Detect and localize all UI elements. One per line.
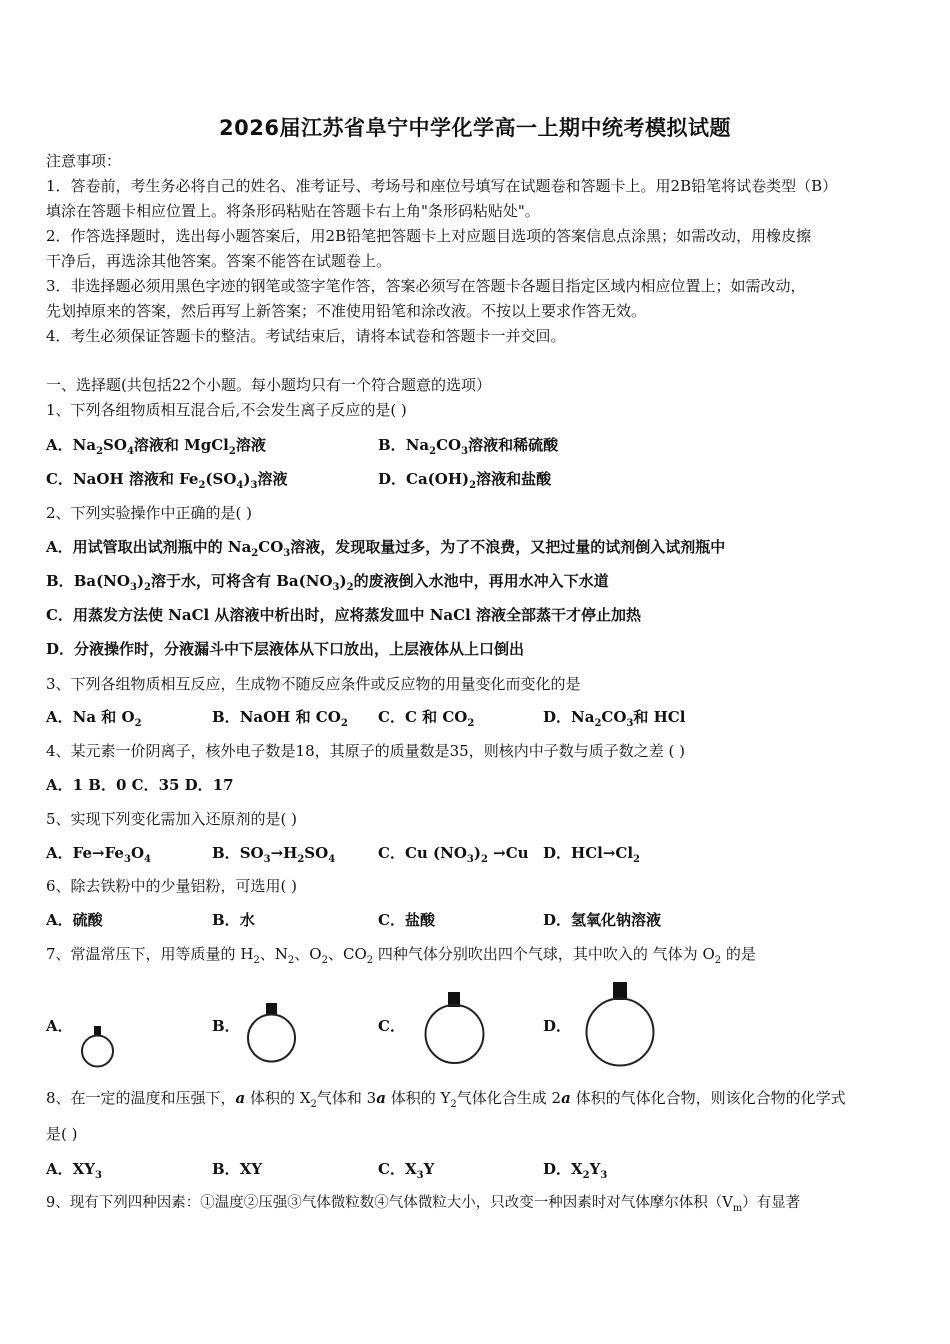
balloon-d-label: D． xyxy=(543,1017,572,1035)
question-2-option-b: B．$Ba(NO_3)_2$溶于水，可将含有 $Ba(NO_3)_2$的废液倒入水池中，再用水冲入下水道 xyxy=(46,572,609,593)
question-3-option-d: D．$Na_2CO_3$和 HCl xyxy=(543,708,686,729)
notice-line-7: 4．考生必须保证答题卡的整洁。考试结束后，请将本试卷和答题卡一并交回。 xyxy=(46,327,566,345)
question-3-option-b: B．NaOH 和 $CO_2$ xyxy=(212,708,348,729)
question-3-option-c: C．C 和 $CO_2$ xyxy=(378,708,475,729)
question-6-option-b: B．水 xyxy=(212,911,255,929)
question-5-option-d: D．$HCl\to Cl_2$ xyxy=(543,844,640,865)
notice-line-4: 干净后，再选涂其他答案。答案不能答在试题卷上。 xyxy=(46,252,392,270)
question-4-options: A．1 B．0 C．35 D．17 xyxy=(46,776,234,794)
section-heading: 一、选择题(共包括22个小题。每小题均只有一个符合题意的选项） xyxy=(46,376,491,394)
balloon-a-knot xyxy=(94,1026,101,1035)
question-2-option-c: C．用蒸发方法使 NaCl 从溶液中析出时，应将蒸发皿中 NaCl 溶液全部蒸干才停止加热 xyxy=(46,606,641,624)
question-3-stem: 3、下列各组物质相互反应，生成物不随反应条件或反应物的用量变化而变化的是 xyxy=(46,675,581,693)
question-4-stem: 4、某元素一价阴离子，核外电子数是18，其原子的质量数是35，则核内中子数与质子数之差 ( ) xyxy=(46,742,685,760)
question-8-option-d: D．$X_2Y_3$ xyxy=(543,1160,608,1181)
question-1-option-c: C．NaOH 溶液和 $Fe_2(SO_4)_3$溶液 xyxy=(46,470,288,491)
question-6-option-a: A．硫酸 xyxy=(46,911,103,929)
question-8-option-b: B．XY xyxy=(212,1160,263,1178)
notice-heading: 注意事项： xyxy=(46,152,122,170)
question-2-option-a: A．用试管取出试剂瓶中的 $Na_2CO_3$溶液，发现取量过多，为了不浪费，又把过量的试剂倒入试剂瓶中 xyxy=(46,538,726,559)
balloon-a-circle xyxy=(82,1036,113,1067)
balloon-a-illustration xyxy=(78,1024,118,1070)
question-1-option-a: A．$Na_2SO_4$溶液和 MgCl$_2$溶液 xyxy=(46,436,266,457)
question-5-stem: 5、实现下列变化需加入还原剂的是( ) xyxy=(46,810,298,828)
notice-line-6: 先划掉原来的答案，然后再写上新答案；不准使用铅笔和涂改液。不按以上要求作答无效。 xyxy=(46,302,647,320)
balloon-b-label: B． xyxy=(212,1017,240,1035)
question-1-stem: 1、下列各组物质相互混合后,不会发生离子反应的是( ) xyxy=(46,401,407,419)
question-6-option-c: C．盐酸 xyxy=(378,911,435,929)
notice-line-2: 填涂在答题卡相应位置上。将条形码粘贴在答题卡右上角"条形码粘贴处"。 xyxy=(46,202,540,220)
question-9-stem: 9、现有下列四种因素：①温度②压强③气体微粒数④气体微粒大小，只改变一种因素时对气体摩尔体积$(V_m)$有显著 xyxy=(46,1195,801,1214)
notice-line-1: 1．答卷前，考生务必将自己的姓名、准考证号、考场号和座位号填写在试题卷和答题卡上。用2B铅笔将试卷类型（B） xyxy=(46,177,838,195)
question-1-option-d: D．$Ca(OH)_2$溶液和盐酸 xyxy=(378,470,552,491)
notice-line-5: 3．非选择题必须用黑色字迹的钢笔或签字笔作答，答案必须写在答题卡各题目指定区域内相应位置上；如需改动， xyxy=(46,277,806,295)
question-8-stem-line-2: 是( ) xyxy=(46,1125,78,1143)
question-2-stem: 2、下列实验操作中正确的是( ) xyxy=(46,504,253,522)
balloon-c-label: C． xyxy=(378,1017,405,1035)
notice-line-3: 2．作答选择题时，选出每小题答案后，用2B铅笔把答题卡上对应题目选项的答案信息点涂黑；如需改动，用橡皮擦 xyxy=(46,227,812,245)
balloon-c-circle xyxy=(426,1005,484,1063)
question-5-option-a: A．$Fe\to Fe_3O_4$ xyxy=(46,844,151,865)
question-8-stem: 8、在一定的温度和压强下，a 体积的 $X_2$气体和 3a 体积的 $Y_2$气体化合生成 2a 体积的气体化合物，则该化合物的化学式 xyxy=(46,1089,846,1110)
question-7-stem: 7、常温常压下，用等质量的 $H_2$、$N_2$、$O_2$、$CO_2$ 四种气体分别吹出四个气球，其中吹入的 气体为 $O_2$ 的是 xyxy=(46,945,756,966)
balloon-b-illustration xyxy=(244,1000,300,1066)
balloon-d-knot xyxy=(613,982,627,1000)
question-8-option-c: C．$X_3Y$ xyxy=(378,1160,435,1181)
balloon-c-illustration xyxy=(422,990,488,1070)
balloon-d-illustration xyxy=(583,980,657,1070)
question-6-option-d: D．氢氧化钠溶液 xyxy=(543,911,662,929)
question-1-option-b: B．$Na_2CO_3$溶液和稀硫酸 xyxy=(378,436,559,457)
balloon-a-label: A． xyxy=(46,1017,73,1035)
question-5-option-c: C．Cu $(NO_3)_2 \to Cu$ xyxy=(378,844,529,865)
question-2-option-d: D．分液操作时，分液漏斗中下层液体从下口放出，上层液体从上口倒出 xyxy=(46,640,525,658)
balloon-d-circle xyxy=(587,999,654,1066)
question-5-option-b: B．$SO_3\to H_2SO_4$ xyxy=(212,844,336,865)
question-3-option-a: A．Na 和 $O_2$ xyxy=(46,708,142,729)
page-title: 2026届江苏省阜宁中学化学高一上期中统考模拟试题 xyxy=(219,116,731,140)
question-8-option-a: A．$XY_3$ xyxy=(46,1160,102,1181)
balloon-b-circle xyxy=(248,1015,295,1062)
question-6-stem: 6、除去铁粉中的少量铝粉，可选用( ) xyxy=(46,877,298,895)
balloon-b-knot xyxy=(266,1003,277,1015)
